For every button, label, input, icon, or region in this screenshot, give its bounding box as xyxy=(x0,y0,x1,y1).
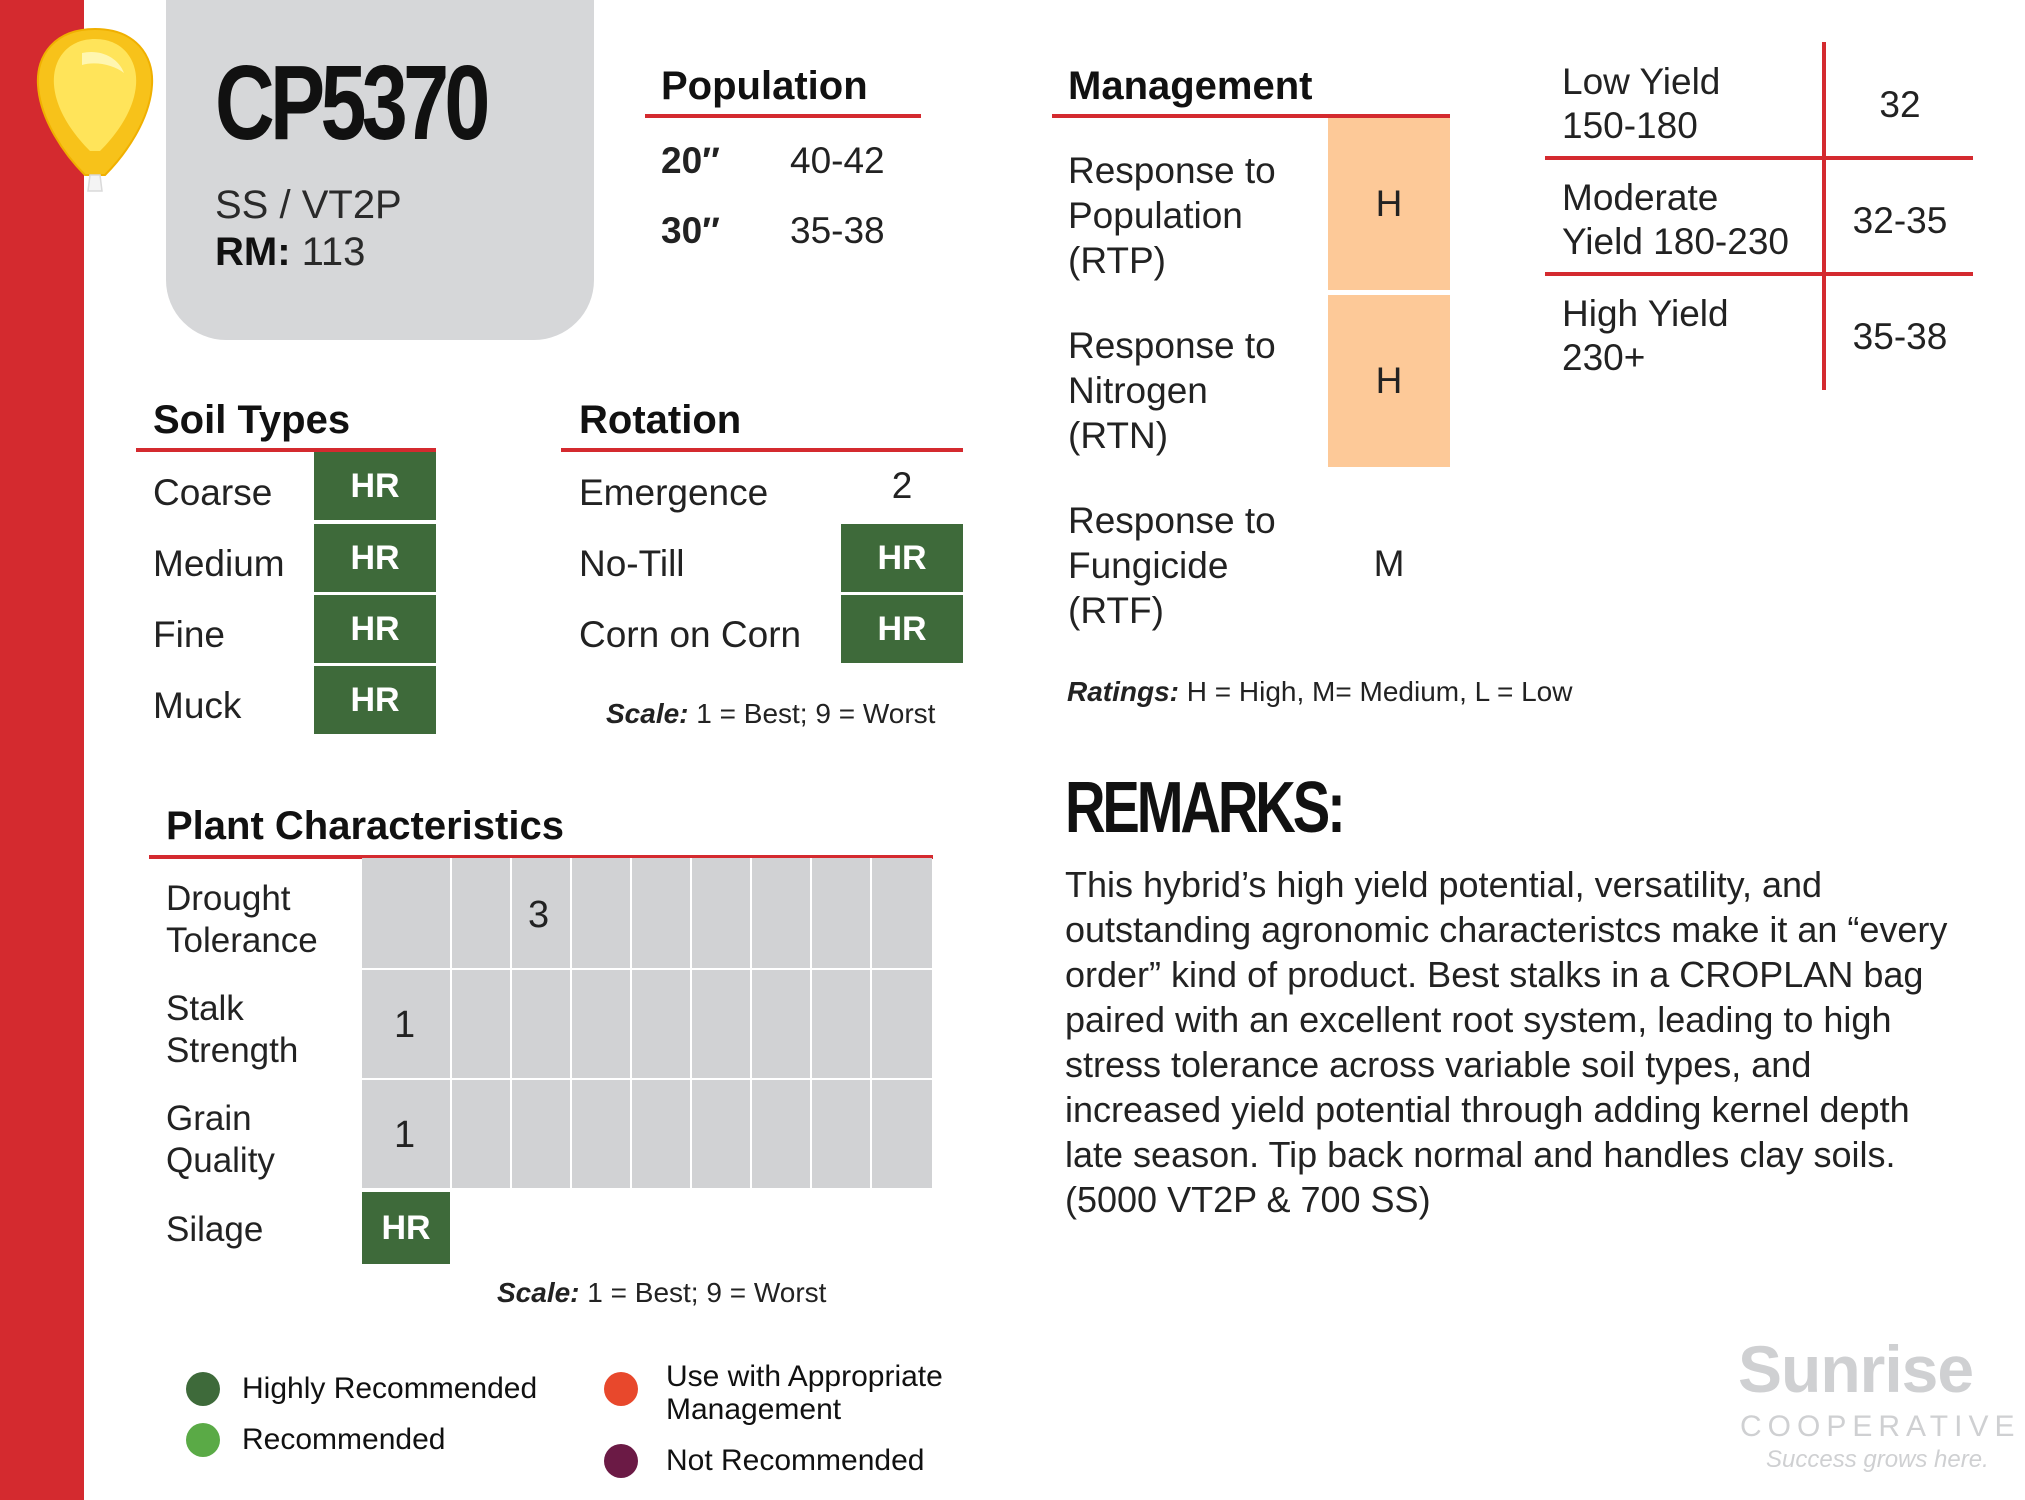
rotation-scale-note: Scale: 1 = Best; 9 = Worst xyxy=(606,698,936,729)
rotation-title: Rotation xyxy=(579,398,742,442)
legend-label: Recommended xyxy=(242,1423,446,1456)
not-recommended-dot xyxy=(604,1444,638,1478)
soil-label: Coarse xyxy=(153,472,273,513)
plant-label: Drought Tolerance xyxy=(166,879,318,960)
soil-label: Medium xyxy=(153,543,285,584)
company-tagline: Success grows here. xyxy=(1766,1446,1989,1473)
stalk-strength-rating: 1 xyxy=(394,1004,416,1046)
remarks-title: REMARKS: xyxy=(1065,768,1343,848)
rotation-rating-cell: HR xyxy=(841,524,963,592)
yield-label: Moderate Yield 180-230 xyxy=(1562,177,1789,263)
rotation-label: Emergence xyxy=(579,472,769,513)
yield-label: High Yield 230+ xyxy=(1562,293,1729,379)
management-label: Response to Nitrogen (RTN) xyxy=(1068,325,1276,456)
plant-label: Silage xyxy=(166,1210,264,1249)
population-rate: 40-42 xyxy=(790,140,885,181)
population-spacing: 30″ xyxy=(661,210,720,251)
relative-maturity xyxy=(215,230,365,275)
yield-label: Low Yield 150-180 xyxy=(1562,61,1721,147)
rtf-rating-cell: M xyxy=(1373,543,1405,584)
corn-kernel-icon xyxy=(30,25,160,195)
population-rule xyxy=(645,114,921,118)
rtn-rating-cell: H xyxy=(1328,295,1450,467)
yield-table-rule xyxy=(1545,156,1973,160)
rm-value: 113 xyxy=(301,230,366,274)
management-label: Response to Fungicide (RTF) xyxy=(1068,500,1276,631)
soil-rating-cell: HR xyxy=(314,452,436,520)
rotation-rating-cell: HR xyxy=(841,595,963,663)
brand-bar xyxy=(0,0,84,1500)
recommended-dot xyxy=(186,1423,220,1457)
plant-characteristics-title: Plant Characteristics xyxy=(166,804,564,848)
remarks-body: This hybrid’s high yield potential, versatility, and outstanding agronomic characteristcs make it an “every order” kind of product. Best stalks in a CROPLAN bag paired with an excellent root system, leading to high stress tolerance across variable soil types, and increased yield potential through adding kernel depth late season. Tip back normal and handles clay soils. (5000 VT2P & 700 SS) xyxy=(1065,864,1948,1220)
soil-types-title: Soil Types xyxy=(153,398,351,442)
yield-population: 32-35 xyxy=(1852,200,1948,241)
rating-grid xyxy=(362,858,932,1188)
legend-label: Highly Recommended xyxy=(242,1372,538,1405)
appropriate-management-dot xyxy=(604,1372,638,1406)
population-title: Population xyxy=(661,64,868,108)
soil-rating-cell: HR xyxy=(314,666,436,734)
product-name: CP5370 xyxy=(215,44,486,162)
product-traits: SS / VT2P xyxy=(215,183,402,227)
rm-label: RM: xyxy=(215,230,291,274)
legend-label: Use with Appropriate Management xyxy=(666,1360,943,1426)
plant-label: Stalk Strength xyxy=(166,989,299,1070)
yield-population: 35-38 xyxy=(1852,316,1948,357)
emergence-rating: 2 xyxy=(891,465,913,506)
soil-rating-cell: HR xyxy=(314,595,436,663)
soil-rating-cell: HR xyxy=(314,524,436,592)
soil-label: Fine xyxy=(153,614,225,655)
legend-label: Not Recommended xyxy=(666,1444,925,1477)
grain-quality-rating: 1 xyxy=(394,1114,416,1156)
soil-label: Muck xyxy=(153,685,242,726)
drought-tolerance-rating: 3 xyxy=(528,894,550,936)
company-logo-sub: COOPERATIVE xyxy=(1740,1410,2021,1443)
population-spacing: 20″ xyxy=(661,140,720,181)
rotation-label: Corn on Corn xyxy=(579,614,802,655)
rotation-label: No-Till xyxy=(579,543,685,584)
plant-label: Grain Quality xyxy=(166,1099,275,1180)
ratings-key: Ratings: H = High, M= Medium, L = Low xyxy=(1067,676,1573,707)
plant-scale-note: Scale: 1 = Best; 9 = Worst xyxy=(497,1277,827,1308)
highly-recommended-dot xyxy=(186,1372,220,1406)
company-logo: Sunrise xyxy=(1738,1332,1974,1406)
yield-table-rule xyxy=(1545,272,1973,276)
management-label: Response to Population (RTP) xyxy=(1068,150,1276,281)
silage-rating-cell: HR xyxy=(362,1192,450,1264)
management-title: Management xyxy=(1068,64,1313,108)
rtp-rating-cell: H xyxy=(1328,118,1450,290)
yield-population: 32 xyxy=(1879,84,1921,125)
population-rate: 35-38 xyxy=(790,210,885,251)
